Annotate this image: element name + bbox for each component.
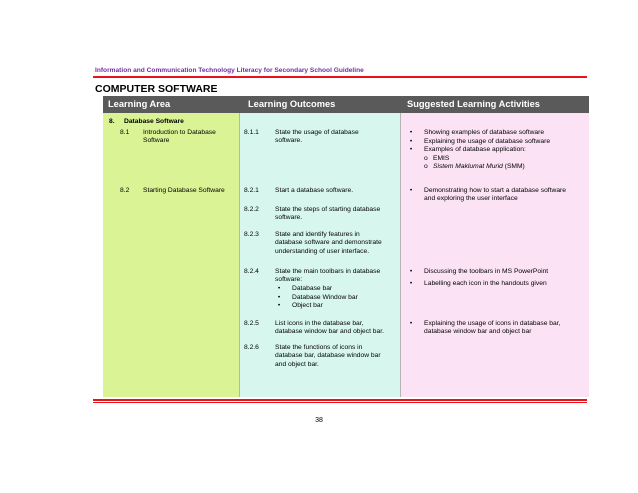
outcome-text-line: Start a database software. [275, 187, 354, 194]
outcome-text-line: database window bar and object bar. [275, 328, 384, 336]
column-header-learning-area: Learning Area [108, 99, 171, 109]
outcome-number: 8.2.6 [244, 344, 259, 351]
outcome-text-line: software: [275, 276, 303, 284]
activity-continuation: database window bar and object bar [424, 328, 532, 336]
footer-divider-thin [93, 402, 587, 403]
header-divider [93, 76, 587, 78]
outcome-text-line: and object bar. [275, 360, 319, 368]
syllabus-table [103, 96, 589, 397]
subtopic-title-line: Introduction to Database [143, 129, 216, 136]
activity-continuation: and exploring the user interface [424, 195, 518, 203]
subtopic-number: 8.2 [120, 187, 130, 194]
outcome-number: 8.2.5 [244, 320, 259, 327]
learning-area-column [103, 113, 240, 397]
column-header-learning-outcomes: Learning Outcomes [248, 99, 336, 109]
outcome-text-line: State the functions of icons in [275, 344, 363, 351]
subtopic-number: 8.1 [120, 129, 130, 136]
outcome-number: 8.2.1 [244, 187, 259, 194]
learning-outcomes-column: 8.1.1 State the usage of database software. 8.2.1 Start a database software. 8.2.2 State the steps of starting database software. 8.2.3 State and identify features in database software and demonstrate understanding of user interface. 8.2.4 State the main toolbars in database software: • Database bar • Database Window bar • Object bar 8.2.5 List icons in the database bar, database window bar and object bar. 8.2.6 State the functions of icons in database bar, database window bar and object bar. [240, 113, 401, 397]
subtopic-title: Starting Database Software [143, 187, 225, 194]
table-header-row [103, 96, 589, 113]
outcome-text-line: software. [275, 137, 303, 145]
outcome-text-line: State the main toolbars in database [275, 268, 381, 275]
outcome-text-line: State and identify features in [275, 231, 360, 238]
outcome-text-line: List icons in the database bar, [275, 320, 364, 327]
outcome-number: 8.1.1 [244, 129, 259, 136]
column-header-suggested-activities: Suggested Learning Activities [407, 99, 540, 109]
area-number: 8. [109, 118, 115, 125]
outcome-text-line: software. [275, 214, 303, 222]
outcome-text-line: State the steps of starting database [275, 206, 381, 213]
area-title: Database Software [124, 118, 184, 125]
guideline-title: Information and Communication Technology Literacy for Secondary School Guideline [95, 67, 364, 74]
outcome-number: 8.2.2 [244, 206, 259, 213]
page-number: 38 [315, 417, 323, 424]
outcome-number: 8.2.3 [244, 231, 259, 238]
section-title: COMPUTER SOFTWARE [95, 83, 218, 95]
activities-column: • Showing examples of database software • Explaining the usage of database software • Examples of database application: o EMIS o Sistem Maklumat Murid (SMM) • Demonstrating how to start a database software and exploring the user interface • Discussing the toolbars in MS PowerPoint • Labelling each icon in the handouts given • Explaining the usage of icons in database bar, database window bar and object bar [401, 113, 589, 397]
footer-divider [93, 399, 587, 401]
outcome-text-line: database bar, database window bar [275, 352, 381, 360]
outcome-text-line: State the usage of database [275, 129, 359, 136]
outcome-number: 8.2.4 [244, 268, 259, 275]
subtopic-title-line: Software [143, 137, 170, 145]
outcome-text-line: database software and demonstrate [275, 239, 382, 247]
outcome-text-line: understanding of user interface. [275, 247, 370, 255]
